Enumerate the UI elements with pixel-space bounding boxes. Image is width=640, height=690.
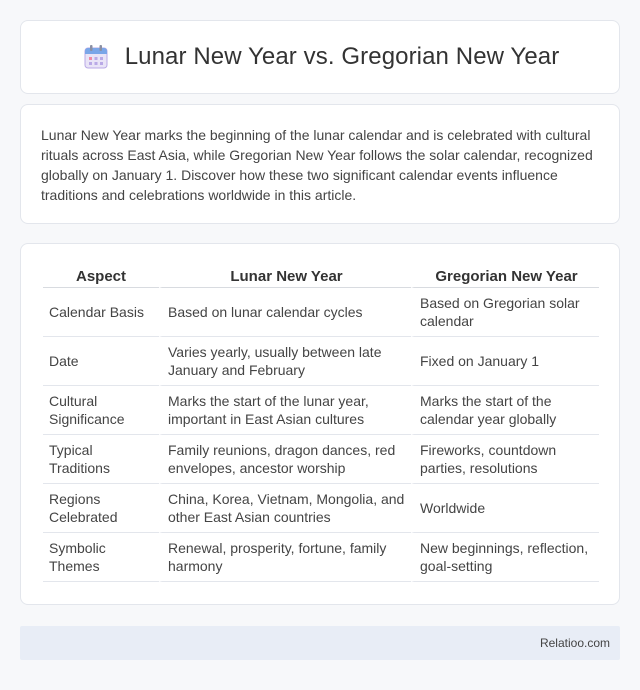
table-cell-gregorian: Worldwide [411, 484, 599, 533]
table-cell-gregorian: Fixed on January 1 [411, 337, 599, 386]
table-cell-gregorian: Fireworks, countdown parties, resolutions [411, 435, 599, 484]
table-row [43, 386, 599, 435]
table-row [43, 337, 599, 386]
table-cell-lunar: Varies yearly, usually between late January and February [159, 337, 411, 386]
table-cell-lunar: Based on lunar calendar cycles [159, 288, 411, 337]
table-cell-aspect: Date [43, 337, 159, 386]
column-header-gregorian: Gregorian New Year [411, 264, 599, 288]
table-cell-aspect: Calendar Basis [43, 288, 159, 337]
table-cell-lunar: Marks the start of the lunar year, important in East Asian cultures [159, 386, 411, 435]
table-cell-gregorian: Marks the start of the calendar year globally [411, 386, 599, 435]
column-header-aspect: Aspect [43, 264, 159, 288]
page-title: Lunar New Year vs. Gregorian New Year [124, 43, 560, 70]
title-wrap [81, 42, 560, 72]
table-row [43, 533, 599, 582]
footer-brand[interactable]: Relatioo.com [539, 636, 610, 650]
table-header-row [43, 264, 599, 288]
intro-card [20, 104, 620, 224]
table-row [43, 288, 599, 337]
table-cell-aspect: Symbolic Themes [43, 533, 159, 582]
table-row [43, 435, 599, 484]
title-card [20, 20, 620, 94]
table-cell-lunar: China, Korea, Vietnam, Mongolia, and other East Asian countries [159, 484, 411, 533]
table-cell-aspect: Cultural Significance [43, 386, 159, 435]
table-cell-aspect: Regions Celebrated [43, 484, 159, 533]
table-cell-lunar: Family reunions, dragon dances, red envelopes, ancestor worship [159, 435, 411, 484]
calendar-icon [81, 42, 111, 72]
column-header-lunar: Lunar New Year [159, 264, 411, 288]
table-cell-gregorian: New beginnings, reflection, goal-setting [411, 533, 599, 582]
comparison-table [43, 264, 599, 582]
table-cell-gregorian: Based on Gregorian solar calendar [411, 288, 599, 337]
table-cell-lunar: Renewal, prosperity, fortune, family harmony [159, 533, 411, 582]
footer [20, 626, 620, 660]
table-cell-aspect: Typical Traditions [43, 435, 159, 484]
intro-paragraph: Lunar New Year marks the beginning of the lunar calendar and is celebrated with cultural rituals across East Asia, while Gregorian New Year follows the solar calendar, recognized globally on January 1. Discover how these two significant calendar events influence traditions and celebrations worldwide in this article. [41, 127, 593, 203]
table-row [43, 484, 599, 533]
comparison-table-card [20, 243, 620, 605]
